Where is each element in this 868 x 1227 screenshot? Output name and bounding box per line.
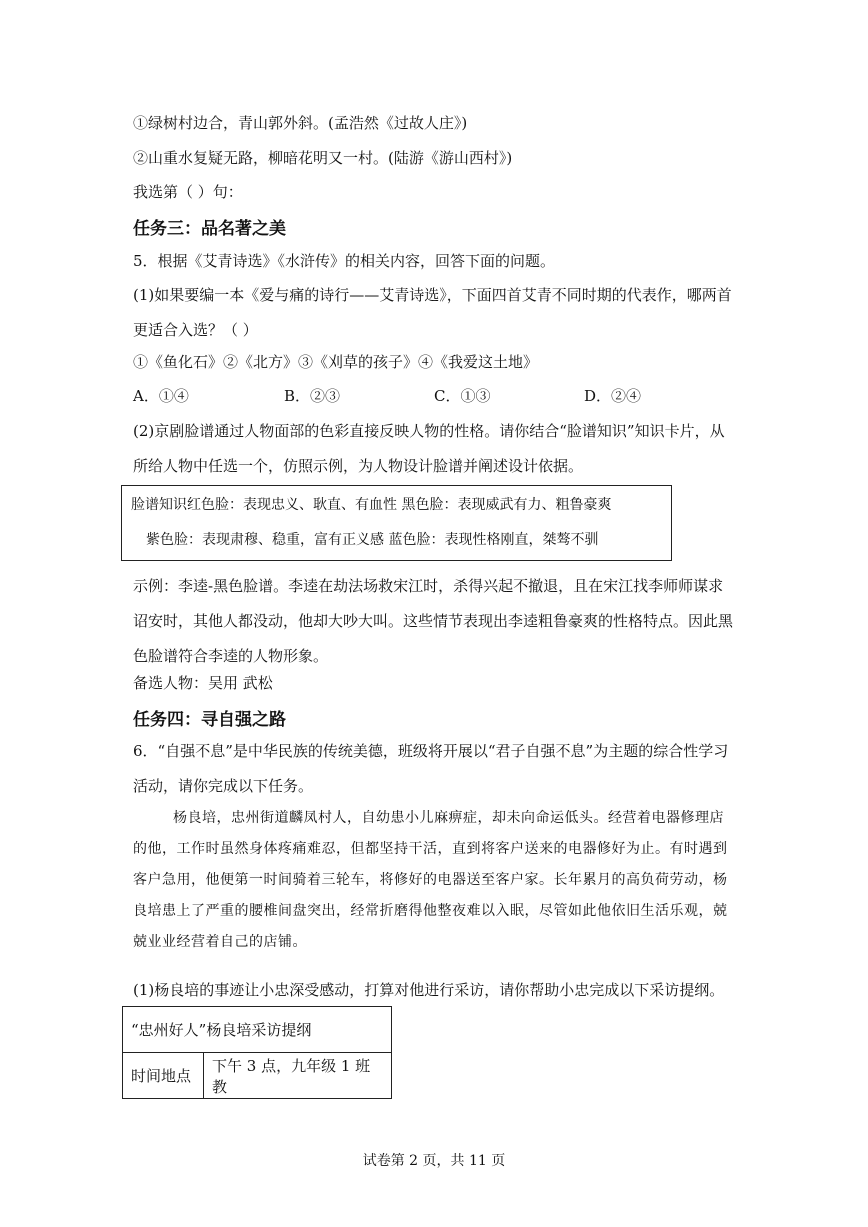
- facial-makeup-card: [121, 485, 672, 561]
- option-d: D．②④: [584, 387, 642, 405]
- example-text: 示例：李逵-黑色脸谱。李逵在劫法场救宋江时，杀得兴起不撤退，且在宋江找李师师谋求诏安时，其他人都没动，他却大吵大叫。这些情节表现出李逵粗鲁豪爽的性格特点。因此黑色脸谱符合李逵的人物形象。: [133, 577, 734, 665]
- card-row-2: 紫色脸：表现肃穆、稳重，富有正义感 蓝色脸：表现性格刚直，桀骜不驯: [146, 532, 599, 548]
- option-a: A．①④: [133, 387, 189, 405]
- poem-line-1: ①绿树村边合，青山郭外斜。(孟浩然《过故人庄》): [133, 114, 468, 132]
- table-row: [123, 1053, 392, 1099]
- card-row-1: 脸谱知识红色脸：表现忠义、耿直、有血性 黑色脸：表现威武有力、粗鲁豪爽: [131, 497, 612, 513]
- question-5-1: (1)如果要编一本《爱与痛的诗行——艾青诗选》，下面四首艾青不同时期的代表作，哪两首更适合入选？（ ）: [133, 286, 732, 339]
- option-c: C．①③: [434, 387, 491, 405]
- option-b: B．②③: [284, 387, 341, 405]
- candidates-line: 备选人物：吴用 武松: [133, 674, 273, 692]
- page-footer: 试卷第 2 页，共 11 页: [362, 1153, 506, 1169]
- question-6-1: (1)杨良培的事迹让小忠深受感动，打算对他进行采访，请你帮助小忠完成以下采访提纲。: [133, 981, 725, 999]
- story-passage: 杨良培，忠州街道麟凤村人，自幼患小儿麻痹症，却未向命运低头。经营着电器修理店的他，工作时虽然身体疼痛难忍，但都坚持干活，直到将客户送来的电器修好为止。有时遇到客户急用，他便第一时间骑着三轮车，将修好的电器送至客户家。长年累月的高负荷劳动，杨良培患上了严重的腰椎间盘突出，经常折磨得他整夜难以入眠，尽管如此他依旧生活乐观，兢兢业业经营着自己的店铺。: [133, 810, 728, 950]
- poem-list: ①《鱼化石》②《北方》③《刈草的孩子》④《我爱这土地》: [133, 353, 539, 371]
- poem-line-2: ②山重水复疑无路，柳暗花明又一村。(陆游《游山西村》): [133, 149, 513, 167]
- question-6: 6．“自强不息”是中华民族的传统美德，班级将开展以“君子自强不息”为主题的综合性学习活动，请你完成以下任务。: [133, 742, 729, 795]
- table-row: [123, 1007, 392, 1053]
- task3-heading: 任务三：品名著之美: [133, 219, 286, 239]
- table-value: 下午 3 点，九年级 1 班教: [204, 1053, 392, 1099]
- table-title: “忠州好人”杨良培采访提纲: [123, 1007, 392, 1053]
- question-5-2: (2)京剧脸谱通过人物面部的色彩直接反映人物的性格。请你结合“脸谱知识”知识卡片，从所给人物中任选一个，仿照示例，为人物设计脸谱并阐述设计依据。: [133, 422, 725, 475]
- question-5: 5．根据《艾青诗选》《水浒传》的相关内容，回答下面的问题。: [133, 252, 556, 270]
- table-label: 时间地点: [123, 1053, 204, 1099]
- interview-outline-table: [122, 1006, 392, 1099]
- task4-heading: 任务四：寻自强之路: [133, 710, 286, 730]
- choice-line: 我选第（ ）句：: [133, 183, 243, 201]
